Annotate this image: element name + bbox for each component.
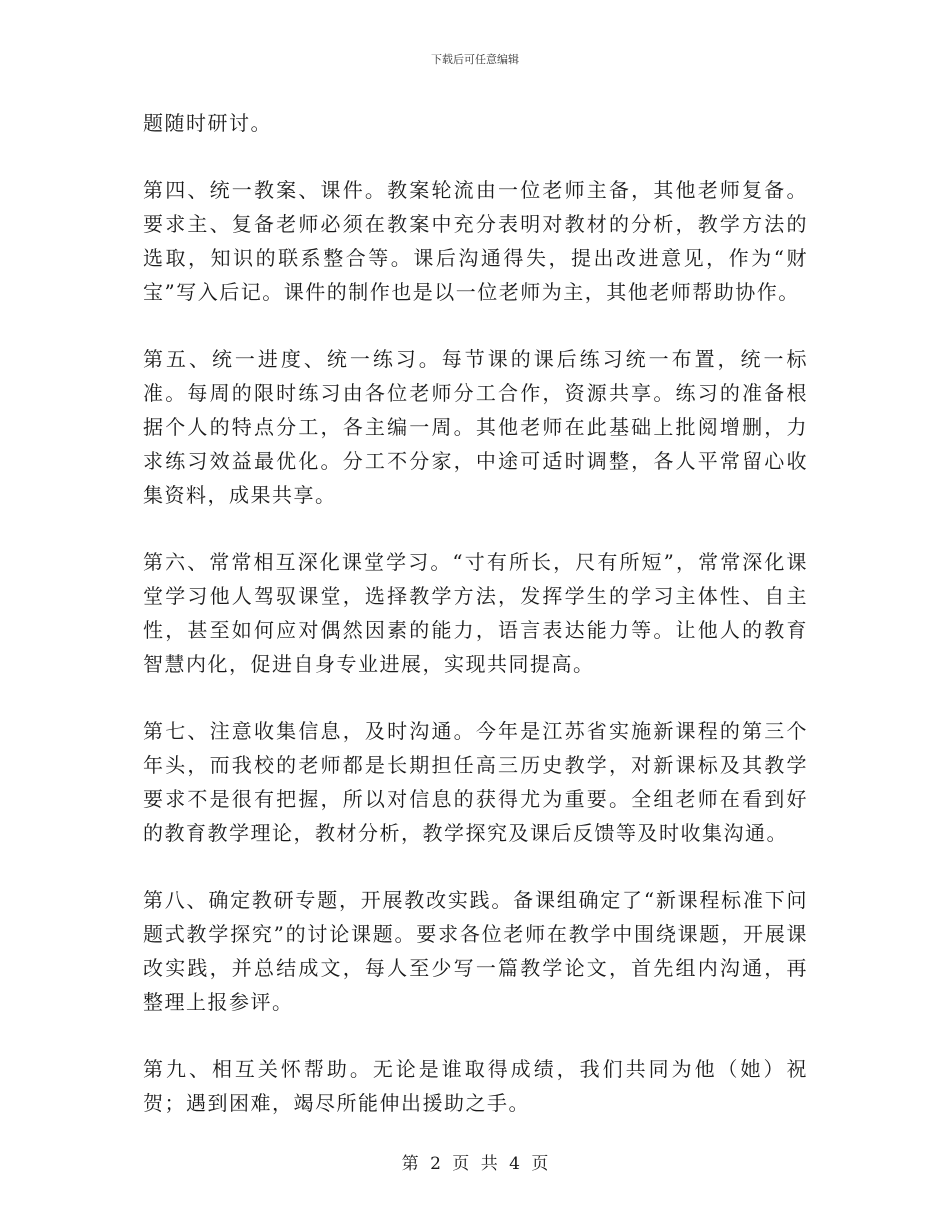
paragraph-item-8: 第八、确定教研专题，开展教改实践。备课组确定了“新课程标准下问题式教学探究”的讨论课题。要求各位老师在教学中围绕课题，开展课改实践，并总结成文，每人至少写一篇教学论文，首先组内沟通，再整理上报参评。 — [143, 888, 808, 1014]
paragraph-item-6: 第六、常常相互深化课堂学习。“寸有所长，尺有所短”，常常深化课堂学习他人驾驭课堂，选择教学方法，发挥学生的学习主体性、自主性，甚至如何应对偶然因素的能力，语言表达能力等。让他人的教育智慧内化，促进自身专业进展，实现共同提高。 — [143, 550, 808, 676]
page-header: 下载后可任意编辑 — [431, 53, 519, 66]
document-body — [143, 106, 808, 1153]
paragraph-item-4: 第四、统一教案、课件。教案轮流由一位老师主备，其他老师复备。要求主、复备老师必须在教案中充分表明对教材的分析，教学方法的选取，知识的联系整合等。课后沟通得失，提出改进意见，作为“财宝”写入后记。课件的制作也是以一位老师为主，其他老师帮助协作。 — [143, 178, 808, 304]
paragraph-continuation: 题随时研讨。 — [143, 111, 272, 135]
paragraph-item-5: 第五、统一进度、统一练习。每节课的课后练习统一布置，统一标准。每周的限时练习由各位老师分工合作，资源共享。练习的准备根据个人的特点分工，各主编一周。其他老师在此基础上批阅增删，力求练习效益最优化。分工不分家，中途可适时调整，各人平常留心收集资料，成果共享。 — [143, 347, 808, 507]
page-footer-number: 第 2 页 共 4 页 — [401, 1154, 549, 1174]
paragraph-item-9: 第九、相互关怀帮助。无论是谁取得成绩，我们共同为他（她）祝贺；遇到困难，竭尽所能伸出援助之手。 — [143, 1057, 808, 1115]
paragraph-item-7: 第七、注意收集信息，及时沟通。今年是江苏省实施新课程的第三个年头，而我校的老师都是长期担任高三历史教学，对新课标及其教学要求不是很有把握，所以对信息的获得尤为重要。全组老师在看到好的教育教学理论，教材分析，教学探究及课后反馈等及时收集沟通。 — [143, 719, 808, 845]
